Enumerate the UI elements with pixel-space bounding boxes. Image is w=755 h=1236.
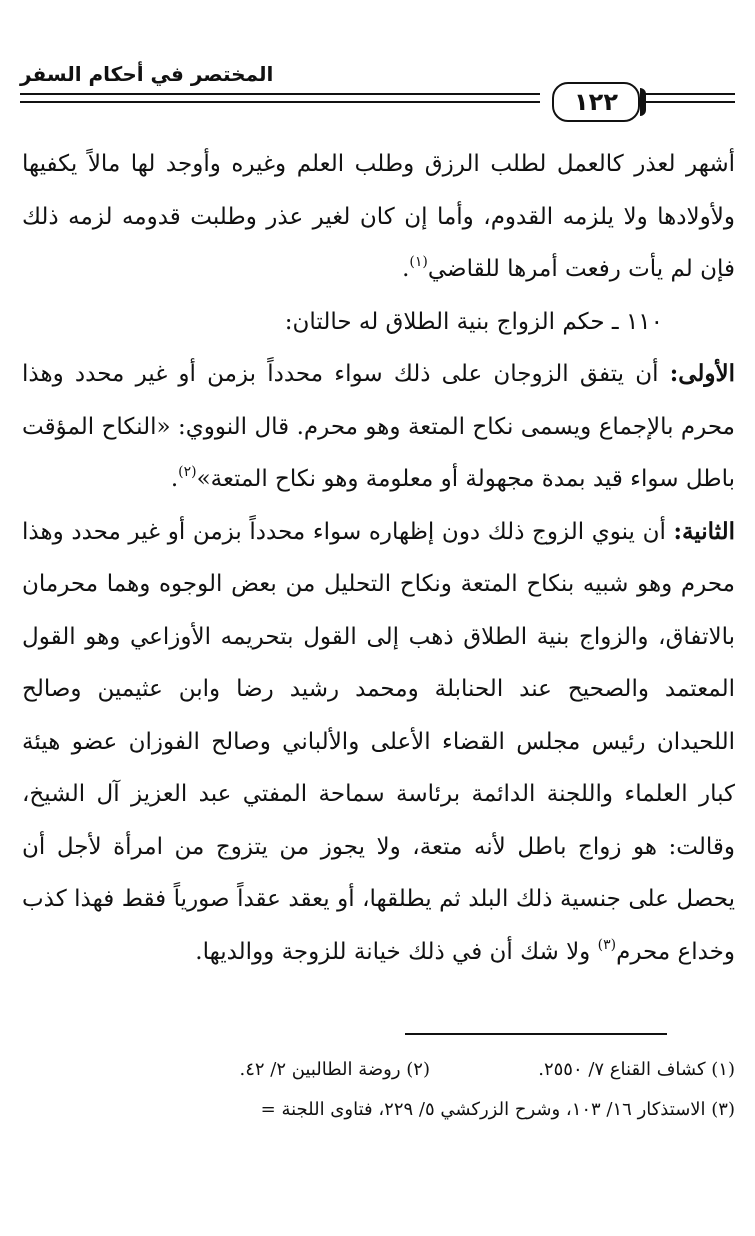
footnote-row	[18, 1050, 735, 1090]
footnote-3: (٣) الاستذكار ١٦/ ١٠٣، وشرح الزركشي ٥/ ٢٢٩، فتاوى اللجنة =	[260, 1099, 735, 1120]
body-text	[22, 138, 735, 978]
case-two-text-end: ولا شك أن في ذلك خيانة للزوجة ووالديها.	[195, 938, 598, 965]
header-rule-bottom	[20, 101, 540, 103]
footnotes	[18, 1050, 735, 1130]
footnote-ref: (٣)	[597, 936, 617, 953]
paragraph-end: .	[402, 256, 410, 282]
header-rule-top	[20, 93, 540, 95]
case-two-paragraph	[22, 506, 735, 979]
header-rule-right-bottom	[640, 101, 735, 103]
case-one-text: أن يتفق الزوجان على ذلك سواء محدداً بزمن أو غير محدد وهذا محرم بالإجماع ويسمى نكاح المتعة وهو محرم. قال النووي: «النكاح المؤقت باطل سواء قيد بمدة مجهولة أو معلومة وهو نكاح المتعة»	[22, 361, 735, 492]
case-two-text: أن ينوي الزوج ذلك دون إظهاره سواء محدداً بزمن أو غير محدد وهذا محرم وهو شبيه بنكاح المتعة ونكاح التحليل من بعض الوجوه وهما محرمان بالاتفاق، والزواج بنية الطلاق ذهب إلى القول بتحريمه الأوزاعي وهو القول المعتمد والصحيح عند الحنابلة ومحمد رشيد رضا وابن عثيمين وصالح اللحيدان رئيس مجلس القضاء الأعلى والألباني وصالح الفوزان عضو هيئة كبار العلماء واللجنة الدائمة برئاسة سماحة المفتي عبد العزيز آل الشيخ، وقالت: هو زواج باطل لأنه متعة، ولا يجوز من يتزوج من امرأة لأجل أن يحصل على جنسية ذلك البلد ثم يطلقها، أو يعقد عقداً صورياً فقط فهذا كذب وخداع محرم	[22, 518, 735, 965]
footnote-separator	[405, 1033, 667, 1035]
footnote-1: (١) كشاف القناع ٧/ ٢٥٥٠.	[538, 1059, 735, 1080]
case-one-end: .	[170, 466, 179, 492]
footnote-2: (٢) روضة الطالبين ٢/ ٤٢.	[239, 1059, 430, 1080]
case-one-paragraph	[22, 348, 735, 506]
case-two-term: الثانية:	[673, 517, 735, 545]
page-number: ١٢٢	[552, 82, 640, 122]
footnote-ref: (١)	[409, 254, 428, 270]
case-one-term: الأولى:	[669, 360, 735, 387]
paragraph-continued	[22, 138, 735, 296]
section-heading: ١١٠ ـ حكم الزواج بنية الطلاق له حالتان:	[284, 308, 663, 335]
footnote-ref: (٢)	[178, 464, 197, 480]
running-title: المختصر في أحكام السفر	[20, 62, 274, 86]
paragraph-text: أشهر لعذر كالعمل لطلب الرزق وطلب العلم وغيره وأوجد لها مالاً يكفيها ولأولادها ولا يلزمه القدوم، وأما إن كان لغير عذر وطلبت قدومه لزمه ذلك فإن لم يأت رفعت أمرها للقاضي	[22, 151, 735, 282]
header-rule-right-top	[640, 93, 735, 95]
